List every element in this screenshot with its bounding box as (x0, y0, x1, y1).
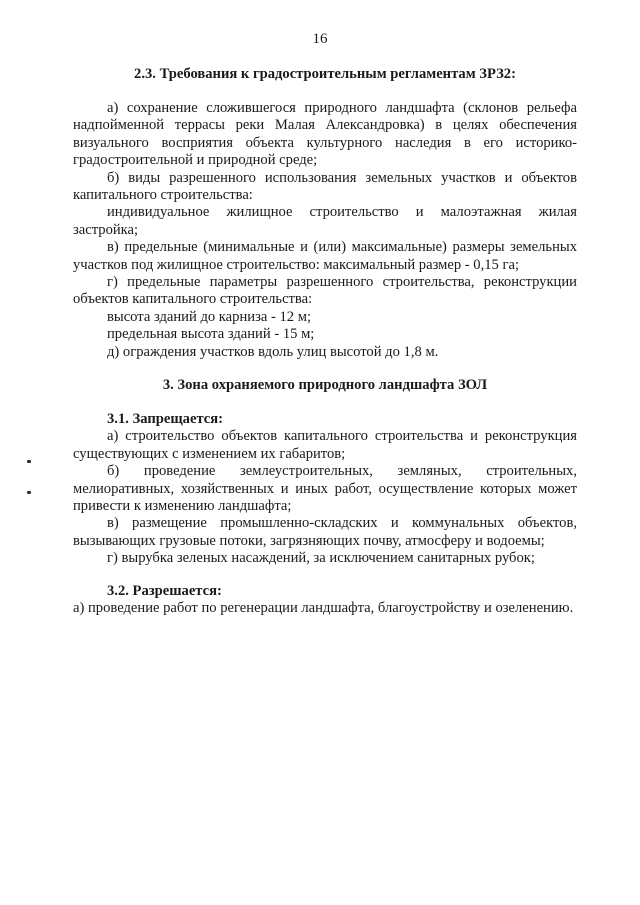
section-2-3-item-g: г) предельные параметры разрешенного строительства, реконструкции объектов капитального строительства: (73, 274, 577, 308)
section-2-3-item-b-value: индивидуальное жилищное строительство и малоэтажная жилая застройка; (73, 204, 577, 238)
section-3-1-heading: 3.1. Запрещается: (107, 411, 224, 427)
scan-mark (27, 491, 31, 494)
section-2-3-item-g-line2: предельная высота зданий - 15 м; (107, 326, 315, 343)
section-3 (73, 377, 577, 394)
section-2-3-item-g-line1: высота зданий до карниза - 12 м; (107, 308, 312, 325)
section-3-2-item-a: а) проведение работ по регенерации ландшафта, благоустройству и озеленению. (73, 600, 574, 617)
section-3-heading: 3. Зона охраняемого природного ландшафта ЗОЛ (162, 377, 488, 393)
section-3-1 (73, 411, 577, 568)
section-2-3-body (73, 100, 577, 361)
section-3-2-heading: 3.2. Разрешается: (107, 583, 222, 599)
section-2-3-heading: 2.3. Требования к градостроительным регламентам ЗРЗ2: (134, 66, 516, 82)
section-2-3-item-b: б) виды разрешенного использования земельных участков и объектов капитального строительства: (73, 169, 577, 204)
section-3-1-item-g: г) вырубка зеленых насаждений, за исключением санитарных рубок; (107, 550, 535, 567)
section-2-3-item-v: в) предельные (минимальные и (или) максимальные) размеры земельных участков под жилищное строительство: максимальный размер - 0,15 га; (73, 239, 577, 273)
page-number: 16 (312, 31, 328, 47)
section-2-3-item-a: а) сохранение сложившегося природного ландшафта (склонов рельефа надпойменной террасы реки Малая Александровка) в целях обеспечения визуального восприятия объекта культурного наследия в его историко-градостроительной и природной среде; (73, 100, 577, 169)
scan-mark (27, 460, 31, 463)
section-3-1-item-a: а) строительство объектов капитального строительства и реконструкция существующих с изменением их габаритов; (73, 428, 577, 462)
section-2-3 (73, 66, 577, 83)
section-2-3-item-d: д) ограждения участков вдоль улиц высотой до 1,8 м. (107, 343, 439, 360)
section-3-2 (73, 583, 577, 618)
section-3-1-item-v: в) размещение промышленно-складских и коммунальных объектов, вызывающих грузовые потоки, загрязняющих почву, атмосферу и водоемы; (73, 515, 577, 549)
section-3-1-item-b: б) проведение землеустроительных, земляных, строительных, мелиоративных, хозяйственных и иных работ, осуществление которых может привести к изменению ландшафта; (73, 463, 577, 515)
